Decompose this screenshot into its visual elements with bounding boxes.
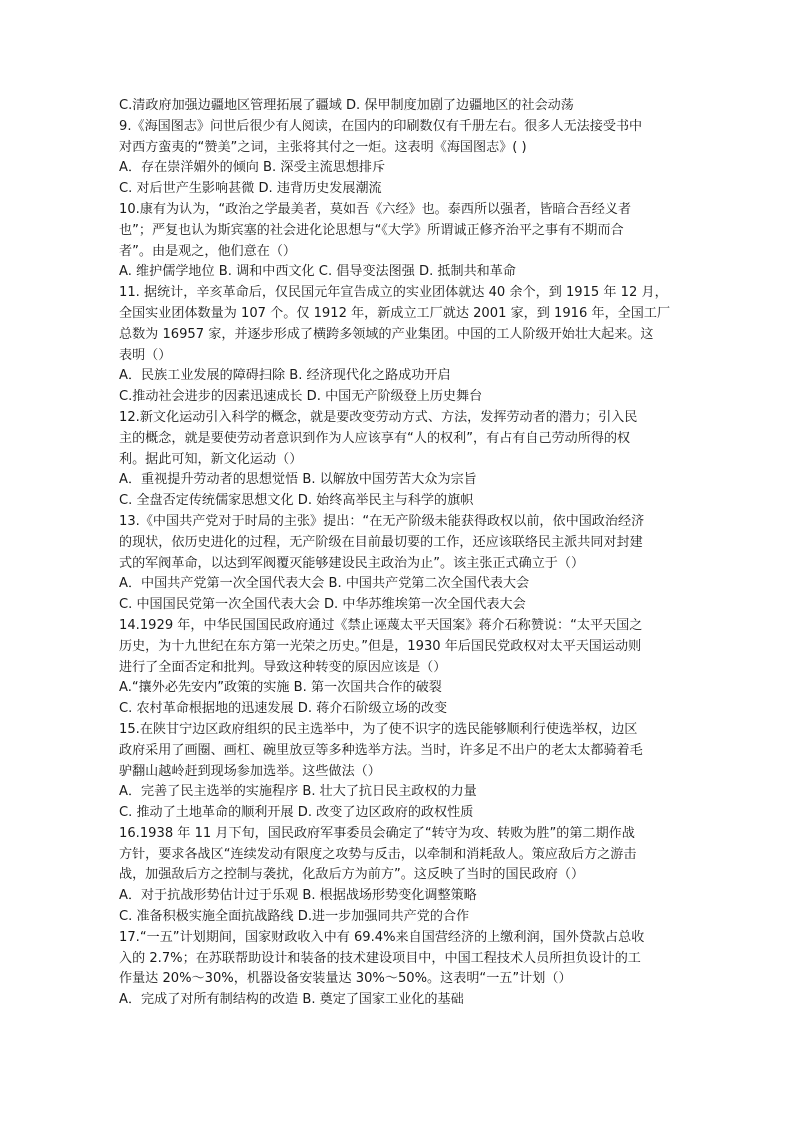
text-line: 17.“一五”计划期间，国家财政收入中有 69.4%来自国营经济的上缴利润，国外贷款占总收 [119, 929, 645, 945]
text-line: 驴翻山越岭赶到现场参加选举。这些做法（） [119, 763, 381, 779]
text-line: 进行了全面否定和批判。导致这种转变的原因应该是（） [119, 659, 447, 675]
text-line: A. 维护儒学地位 B. 调和中西文化 C. 倡导变法图强 D. 抵制共和革命 [119, 264, 516, 280]
text-line: A．对于抗战形势估计过于乐观 B. 根据战场形势变化调整策略 [119, 888, 477, 904]
text-line: 作量达 20%～30%，机器设备安装量达 30%～50%。这表明“一五”计划（） [119, 971, 572, 987]
text-line: 主的概念，就是要使劳动者意识到作为人应该享有“人的权利”，有占有自己劳动所得的权 [119, 430, 631, 446]
text-line: 12.新文化运动引入科学的概念，就是要改变劳动方式、方法，发挥劳动者的潜力；引入民 [119, 409, 638, 425]
text-line: 对西方蛮夷的“赞美”之词，主张将其付之一炬。这表明《海国图志》( ) [119, 139, 527, 155]
text-line: A．中国共产党第一次全国代表大会 B. 中国共产党第二次全国代表大会 [119, 576, 530, 592]
text-line: C.推动社会进步的因素迅速成长 D. 中国无产阶级登上历史舞台 [119, 389, 483, 405]
text-line: 全国实业团体数量为 107 个。仅 1912 年，新成立工厂就达 2001 家，到 1916 年，全国工厂 [119, 305, 671, 321]
text-line: A．存在崇洋媚外的倾向 B. 深受主流思想排斥 [119, 160, 386, 176]
text-line: C. 对后世产生影响甚微 D. 违背历史发展潮流 [119, 181, 382, 197]
text-line: 者”。由是观之，他们意在（） [119, 243, 297, 259]
text-line: 15.在陕甘宁边区政府组织的民主选举中，为了使不识字的选民能够顺利行使选举权，边区 [119, 721, 638, 737]
text-line: C. 全盘否定传统儒家思想文化 D. 始终高举民主与科学的旗帜 [119, 493, 474, 509]
text-line: A．完善了民主选举的实施程序 B. 壮大了抗日民主政权的力量 [119, 784, 477, 800]
text-line: C. 准备积极实施全面抗战路线 D.进一步加强同共产党的合作 [119, 909, 470, 925]
text-line: C. 中国国民党第一次全国代表大会 D. 中华苏维埃第一次全国代表大会 [119, 597, 526, 613]
text-line: 表明（） [119, 347, 172, 363]
text-line: 历史，为十九世纪在东方第一光荣之历史。”但是，1930 年后国民党政权对太平天国运动则 [119, 638, 642, 654]
text-line: C. 农村革命根据地的迅速发展 D. 蒋介石阶级立场的改变 [119, 701, 448, 717]
text-line: 入的 2.7%；在苏联帮助设计和装备的技术建设项目中，中国工程技术人员所担负设计的工 [119, 950, 641, 966]
text-line: 利。据此可知，新文化运动（） [119, 451, 303, 467]
text-line: 13.《中国共产党对于时局的主张》提出：“在无产阶级未能获得政权以前，依中国政治经济 [119, 513, 645, 529]
text-line: A．民族工业发展的障碍扫除 B. 经济现代化之路成功开启 [119, 368, 451, 384]
text-line: 也”；严复也认为斯宾塞的社会进化论思想与“《大学》所谓诚正修齐治平之事有不期而合 [119, 222, 624, 238]
text-line: 9.《海国图志》问世后很少有人阅读，在国内的印刷数仅有千册左右。很多人无法接受书中 [119, 118, 643, 134]
text-line: 14.1929 年，中华民国国民政府通过《禁止诬蔑太平天国案》蒋介石称赞说：“太平天国之 [119, 617, 643, 633]
exam-questions-text [119, 96, 689, 1011]
text-line: A．重视提升劳动者的思想觉悟 B. 以解放中国劳苦大众为宗旨 [119, 472, 477, 488]
text-line: C. 推动了土地革命的顺利开展 D. 改变了边区政府的政权性质 [119, 805, 474, 821]
text-line: 的现状，依历史进化的过程，无产阶级在目前最切要的工作，还应该联络民主派共同对封建 [119, 534, 643, 550]
text-line: 总数为 16957 家，并逐步形成了横跨多领域的产业集团。中国的工人阶级开始壮大起来。这 [119, 326, 654, 342]
text-line: C.清政府加强边疆地区管理拓展了疆域 D. 保甲制度加剧了边疆地区的社会动荡 [119, 98, 574, 113]
text-line: 16.1938 年 11 月下旬，国民政府军事委员会确定了“转守为攻、转败为胜”的第二期作战 [119, 825, 635, 841]
text-line: 方针，要求各战区“连续发动有限度之攻势与反击，以牵制和消耗敌人。策应敌后方之游击 [119, 846, 637, 862]
text-line: A.“攘外必先安内”政策的实施 B. 第一次国共合作的破裂 [119, 680, 442, 696]
text-line: 政府采用了画圈、画杠、碗里放豆等多种选举方法。当时，许多足不出户的老太太都骑着毛 [119, 742, 643, 758]
text-line: 10.康有为认为，“政治之学最美者，莫如吾《六经》也。泰西所以强者，皆暗合吾经义者 [119, 201, 632, 217]
text-line: A．完成了对所有制结构的改造 B. 奠定了国家工业化的基础 [119, 992, 464, 1008]
text-line: 11. 据统计，辛亥革命后，仅民国元年宣告成立的实业团体就达 40 余个，到 1915 年 12 月， [119, 285, 668, 301]
text-line: 战，加强敌后方之控制与袭扰，化敌后方为前方”。这反映了当时的国民政府（） [119, 867, 585, 883]
text-line: 式的军阀革命，以达到军阀覆灭能够建设民主政治为止”。该主张正式确立于（） [119, 555, 585, 571]
